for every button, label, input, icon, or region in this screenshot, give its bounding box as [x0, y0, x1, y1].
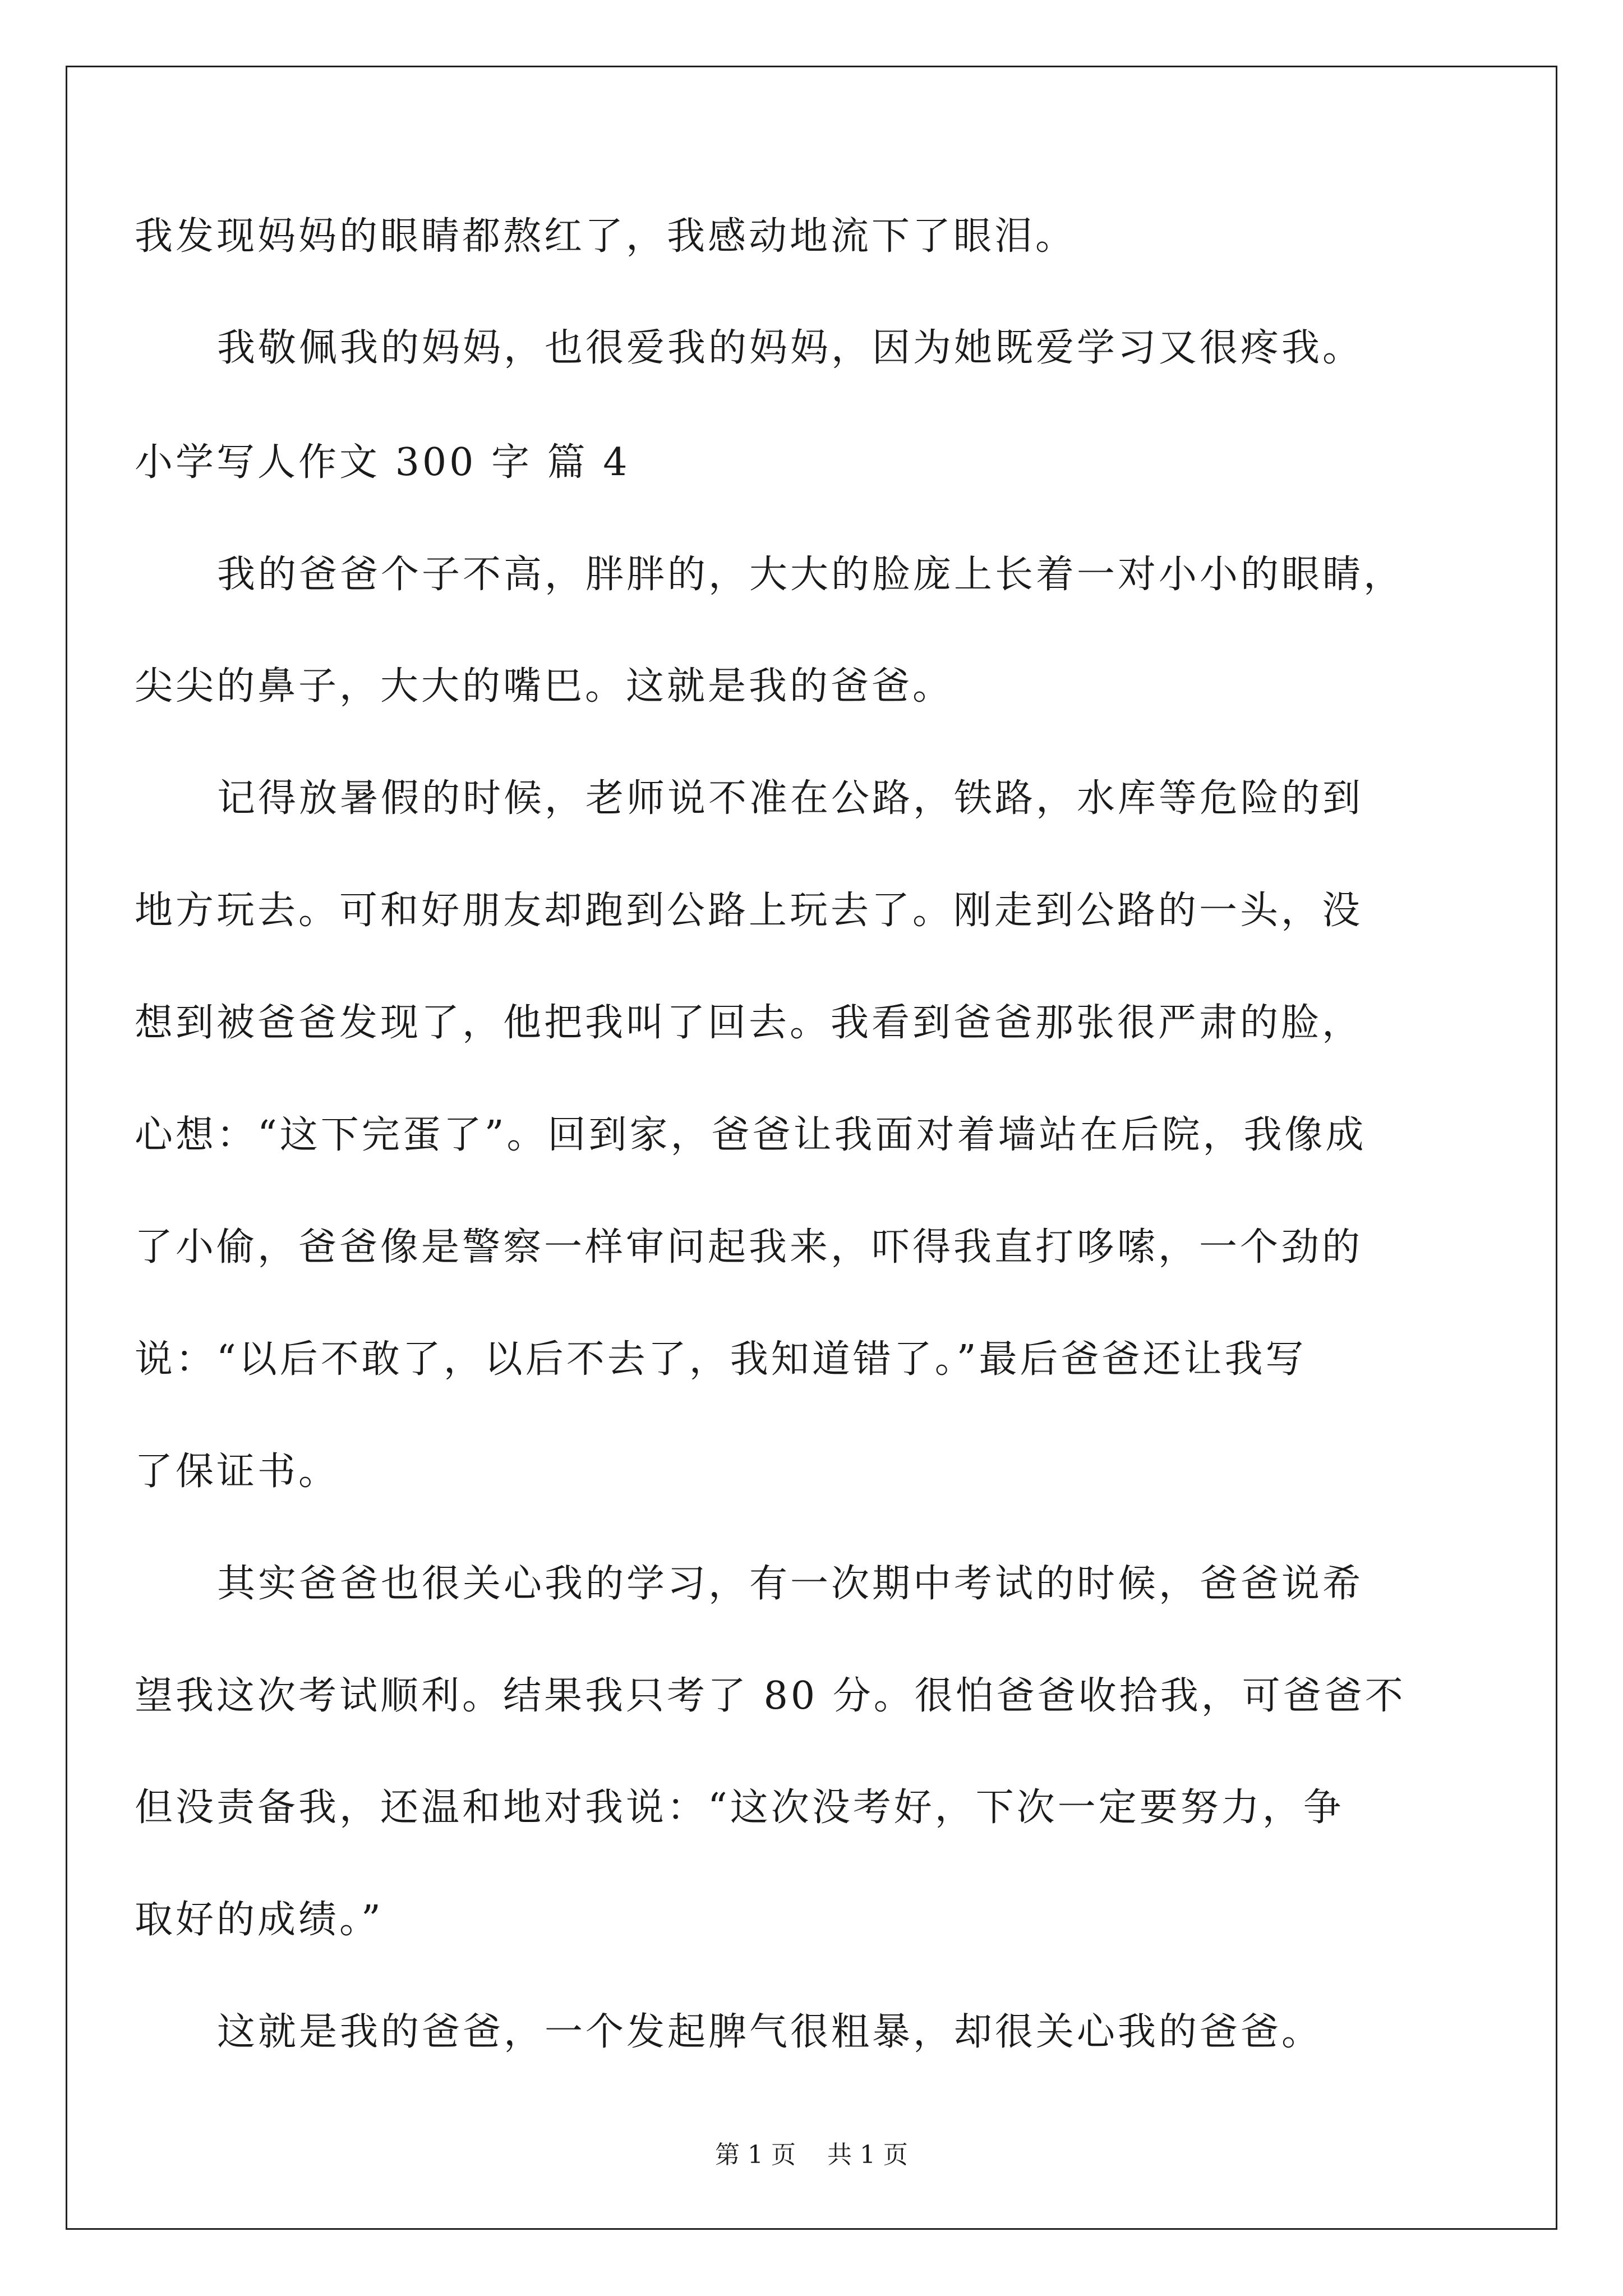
- paragraph-line: 地方玩去。可和好朋友却跑到公路上玩去了。刚走到公路的一头，没: [135, 889, 1363, 933]
- paragraph-line: 我敬佩我的妈妈，也很爱我的妈妈，因为她既爱学习又很疼我。: [217, 326, 1364, 370]
- paragraph-line: 取好的成绩。”: [135, 1898, 384, 1942]
- section-heading: 小学写人作文 300 字 篇 4: [135, 440, 630, 485]
- paragraph-line: 了保证书。: [135, 1450, 340, 1494]
- paragraph-line: 了小偷，爸爸像是警察一样审问起我来，吓得我直打哆嗦，一个劲的: [135, 1225, 1363, 1269]
- paragraph-line: 其实爸爸也很关心我的学习，有一次期中考试的时候，爸爸说希: [217, 1562, 1364, 1606]
- paragraph-line: 心想：“这下完蛋了”。回到家，爸爸让我面对着墙站在后院，我像成: [135, 1113, 1367, 1157]
- paragraph-line: 想到被爸爸发现了，他把我叫了回去。我看到爸爸那张很严肃的脸，: [135, 1001, 1363, 1045]
- paragraph-line: 尖尖的鼻子，大大的嘴巴。这就是我的爸爸。: [135, 664, 954, 708]
- paragraph-line: 望我这次考试顺利。结果我只考了 80 分。很怕爸爸收拾我，可爸爸不: [135, 1674, 1406, 1718]
- paragraph-line: 这就是我的爸爸，一个发起脾气很粗暴，却很关心我的爸爸。: [217, 2010, 1323, 2054]
- page-number-footer: 第 1 页 共 1 页: [715, 2141, 908, 2169]
- paragraph-line: 说：“以后不敢了，以后不去了，我知道错了。”最后爸爸还让我写: [135, 1337, 1307, 1382]
- paragraph-line: 我的爸爸个子不高，胖胖的，大大的脸庞上长着一对小小的眼睛，: [217, 553, 1405, 597]
- paragraph-line: 我发现妈妈的眼睛都熬红了，我感动地流下了眼泪。: [135, 214, 1077, 259]
- paragraph-line: 记得放暑假的时候，老师说不准在公路，铁路，水库等危险的到: [217, 776, 1364, 821]
- paragraph-line: 但没责备我，还温和地对我说：“这次没考好，下次一定要努力，争: [135, 1786, 1344, 1830]
